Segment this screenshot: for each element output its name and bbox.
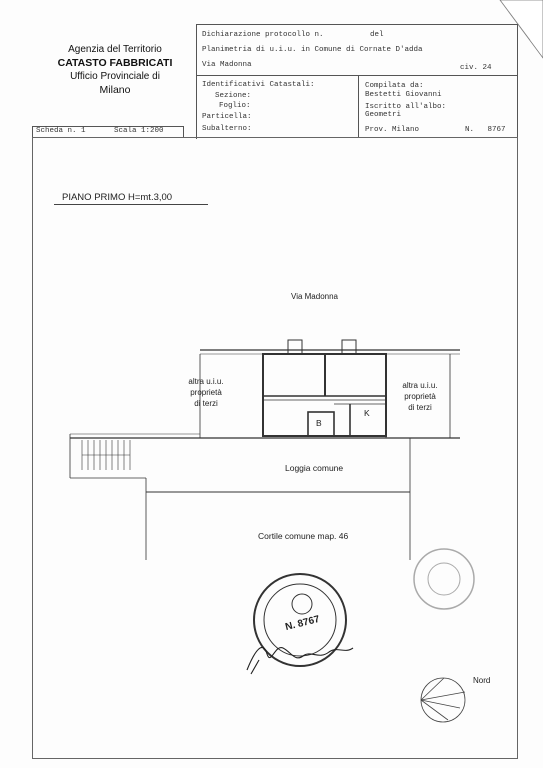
declaration-del: del [370, 31, 384, 39]
catasto-title: CATASTO FABBRICATI [57, 57, 173, 69]
left-neighbor-label: altra u.i.u. proprietà di terzi [188, 377, 224, 408]
particella-label: Particella: [202, 113, 252, 121]
province-label: Prov. Milano [365, 126, 420, 134]
street-label: Via Madonna [291, 292, 338, 301]
registration-number: N. 8767 [465, 126, 506, 134]
stamp-number: N. 8767 [284, 613, 321, 634]
form-divider-1 [196, 75, 517, 76]
signature [245, 630, 355, 675]
faint-stamp [410, 545, 478, 613]
subalterno-label: Subalterno: [202, 125, 252, 133]
agency-name: Agenzia del Territorio [68, 44, 162, 55]
courtyard-label: Cortile comune map. 46 [258, 531, 349, 541]
address: Via Madonna [202, 61, 252, 69]
registered-value: Geometri [365, 111, 402, 119]
cadastral-label: Identificativi Catastali: [202, 81, 315, 89]
room-kitchen-label: K [364, 408, 370, 418]
civic-number: civ. 24 [460, 64, 492, 72]
compiled-name: Bestetti Giovanni [365, 91, 442, 99]
registered-label: Iscritto all'albo: [365, 103, 447, 111]
north-label: Nord [473, 676, 491, 685]
foglio-label: Foglio: [219, 102, 251, 110]
floor-plan [60, 330, 460, 560]
scale-label: Scala 1:200 [114, 127, 164, 135]
floor-title: PIANO PRIMO H=mt.3,00 [62, 192, 173, 203]
declaration-label: Dichiarazione protocollo n. [202, 31, 324, 39]
loggia-label: Loggia comune [285, 463, 344, 473]
scheda-label: Scheda n. 1 [36, 127, 86, 135]
compiled-label: Compilata da: [365, 82, 424, 90]
north-arrow-icon [418, 672, 468, 726]
plan-title: Planimetria di u.i.u. in Comune di Cornate D'adda [202, 46, 423, 54]
floor-title-underline [54, 204, 208, 205]
room-bathroom-label: B [316, 418, 322, 428]
agency-block [40, 44, 190, 96]
form-divider-vertical [358, 75, 359, 138]
ufficio-label: Ufficio Provinciale di [70, 71, 160, 82]
sezione-label: Sezione: [215, 92, 252, 100]
right-neighbor-label: altra u.i.u. proprietà di terzi [402, 381, 438, 412]
city-label: Milano [99, 84, 131, 96]
